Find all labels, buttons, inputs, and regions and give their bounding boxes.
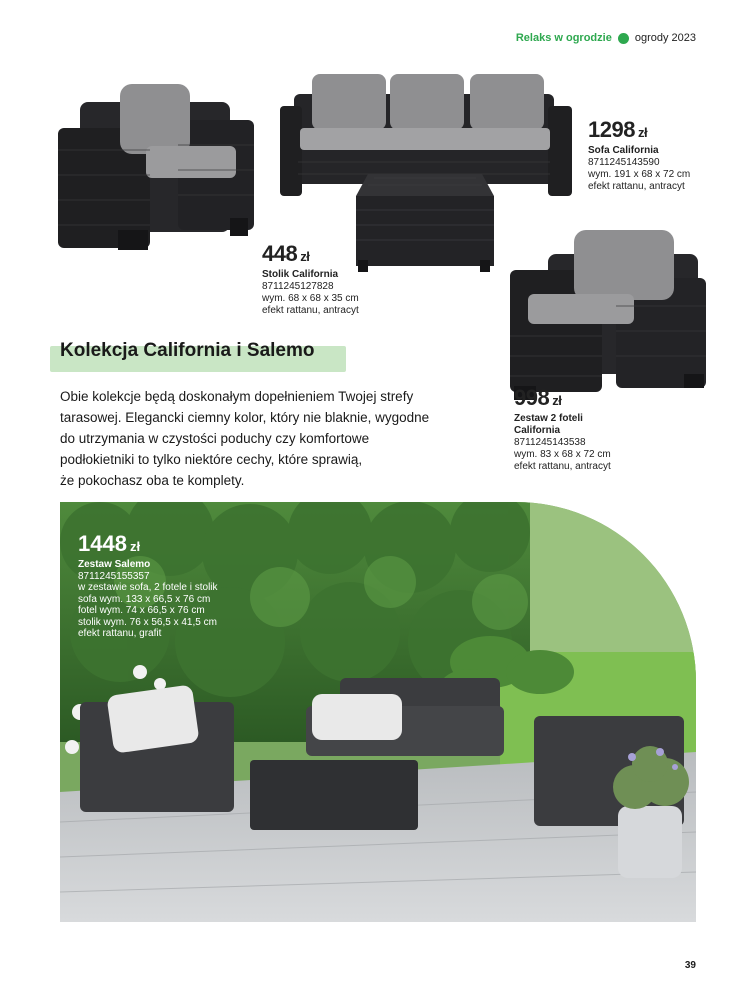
- price: 448 zł: [262, 241, 310, 266]
- section-label: Relaks w ogrodzie: [515, 32, 612, 44]
- body-line: Obie kolekcje będą doskonałym dopełnieniem Twojej strefy: [60, 389, 414, 404]
- body-line: tarasowej. Elegancki ciemny kolor, który nie blaknie, wygodne: [60, 410, 430, 425]
- green-dot-icon: [618, 33, 629, 44]
- product-name-line2: California: [514, 425, 561, 436]
- armchair-image-right: [508, 226, 708, 402]
- chairs-price-block: [514, 386, 611, 473]
- product-code: 8711245143538: [514, 437, 586, 448]
- sofa-price-block: [588, 118, 690, 193]
- product-finish: efekt rattanu, antracyt: [262, 305, 359, 316]
- page-number: 39: [684, 960, 696, 971]
- body-line: podłokietniki to tylko niektóre cechy, które sprawią,: [60, 452, 363, 467]
- page-header: [516, 32, 696, 44]
- salemo-price-block: [78, 532, 218, 640]
- product-dimensions: stolik wym. 76 x 56,5 x 41,5 cm: [78, 616, 217, 628]
- product-dimensions: wym. 83 x 68 x 72 cm: [514, 449, 611, 460]
- armchair-image-left: [58, 80, 258, 255]
- product-name: Zestaw 2 foteli: [514, 413, 583, 424]
- price: 1298 zł: [588, 117, 648, 142]
- product-code: 8711245127828: [262, 281, 334, 292]
- product-contents: w zestawie sofa, 2 fotele i stolik: [78, 582, 218, 593]
- section-title-wrap: [50, 336, 350, 372]
- product-dimensions: fotel wym. 74 x 66,5 x 76 cm: [78, 605, 205, 616]
- product-finish: efekt rattanu, antracyt: [588, 181, 685, 192]
- body-paragraph: [60, 386, 460, 491]
- coffee-table-image: [354, 170, 496, 274]
- price: 1448 zł: [78, 531, 141, 556]
- product-name: Stolik California: [262, 269, 339, 280]
- product-name: Sofa California: [588, 145, 659, 156]
- product-dimensions: sofa wym. 133 x 66,5 x 76 cm: [78, 593, 211, 605]
- price: 998 zł: [514, 385, 562, 410]
- product-code: 8711245143590: [588, 157, 660, 168]
- catalog-name: ogrody 2023: [634, 32, 696, 44]
- product-finish: efekt rattanu, antracyt: [514, 461, 611, 472]
- product-dimensions: wym. 191 x 68 x 72 cm: [588, 169, 691, 180]
- product-finish: efekt rattanu, grafit: [78, 628, 162, 639]
- product-code: 8711245155357: [78, 570, 150, 582]
- section-title: Kolekcja California i Salemo: [60, 340, 315, 361]
- body-line: że pokochasz oba te komplety.: [60, 473, 245, 488]
- product-name: Zestaw Salemo: [78, 559, 151, 570]
- product-dimensions: wym. 68 x 68 x 35 cm: [262, 293, 359, 304]
- table-price-block: [262, 242, 359, 317]
- body-line: do utrzymania w czystości poduchy czy komfortowe: [60, 431, 370, 446]
